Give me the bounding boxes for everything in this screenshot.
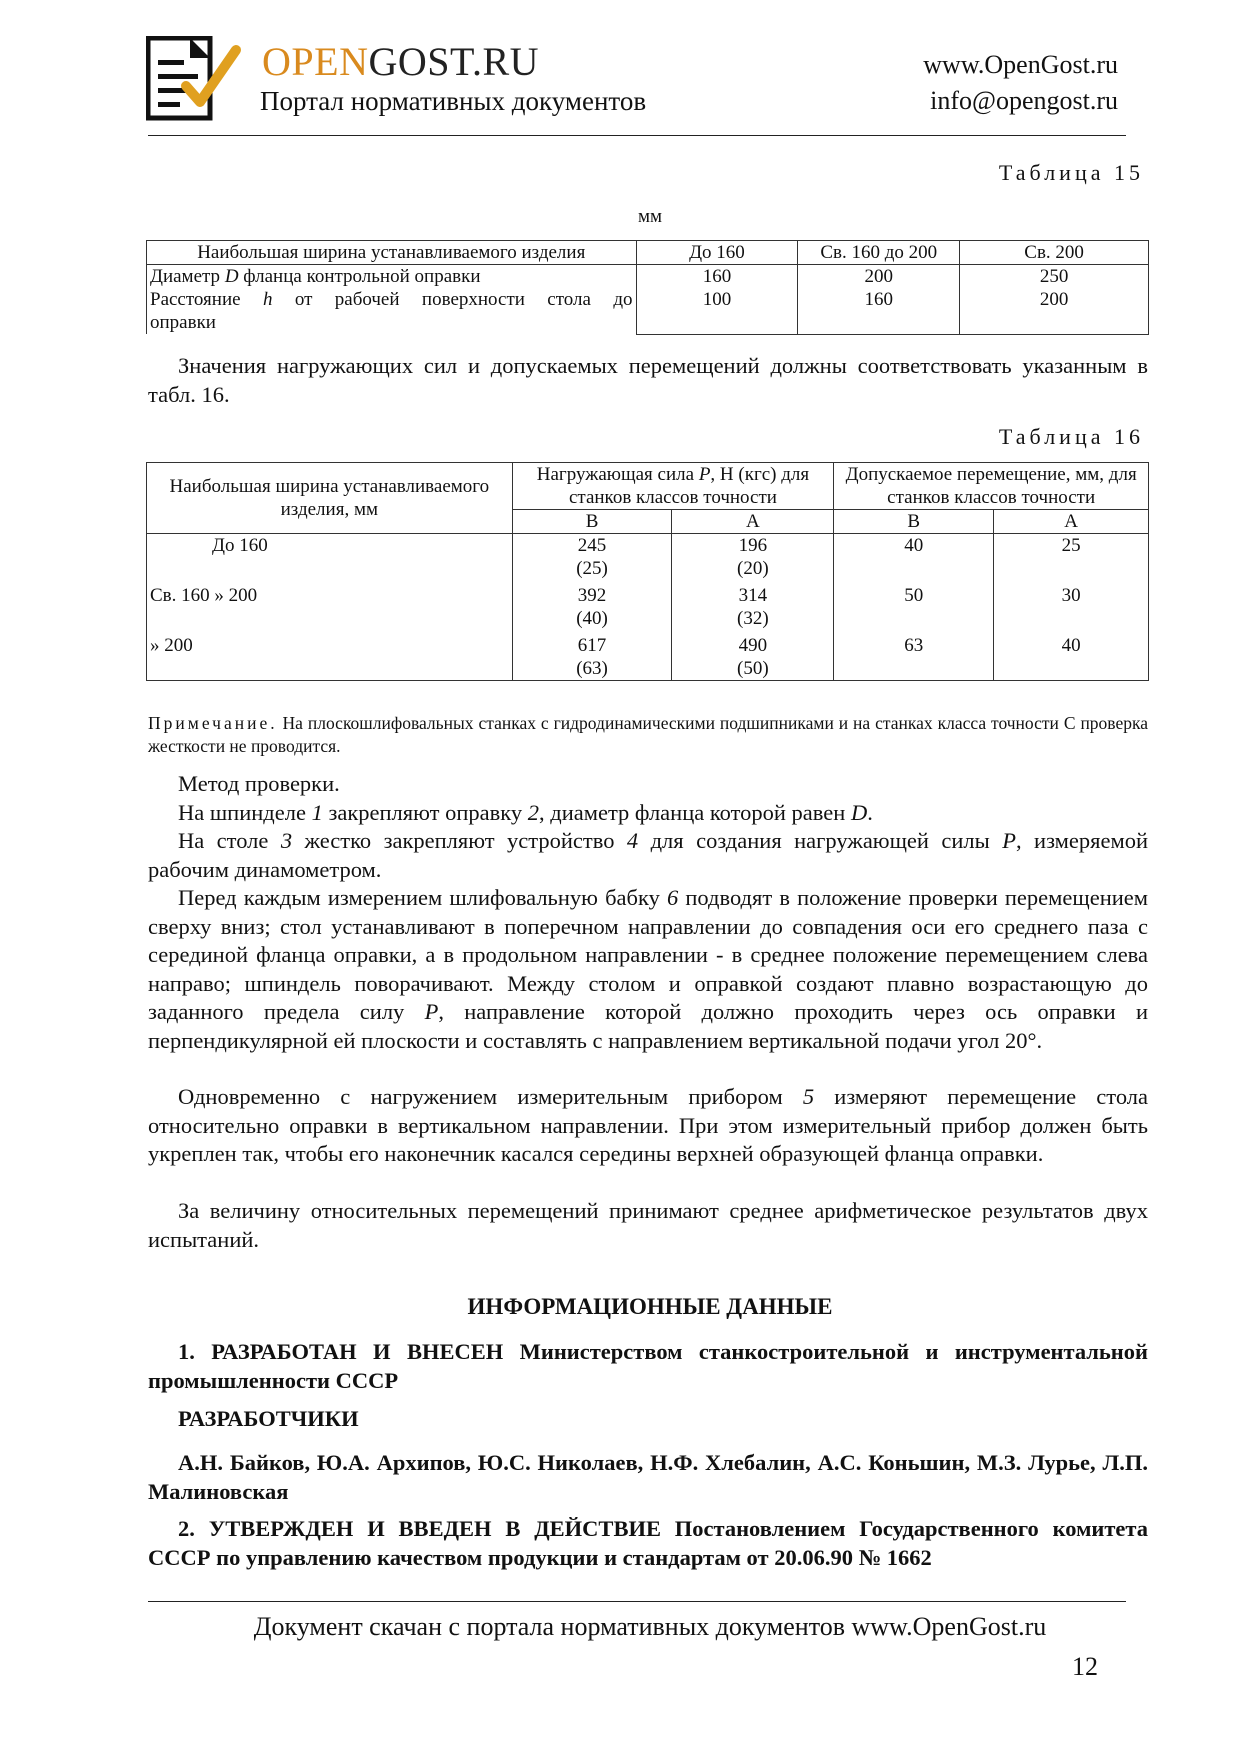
footer-divider [148,1601,1126,1602]
table-cell: До 160 [147,534,513,581]
table-header-cell: Наибольшая ширина устанавливаемого изделия, мм [147,463,513,534]
method-heading: Метод проверки. [178,771,340,796]
email-link[interactable]: info@opengost.ru [930,86,1118,115]
table-header-cell: До 160 [636,241,798,265]
info-item-1: 1. РАЗРАБОТАН И ВНЕСЕН Министерством станкостроительной и инструментальной промышленности СССР [148,1339,1148,1393]
table-cell: 490 (50) [672,630,834,681]
table-cell: 30 [994,580,1149,630]
table-cell: 40 [834,534,994,581]
method-paragraph: На шпинделе 1 закрепляют оправку 2, диаметр фланца которой равен D. [178,800,873,825]
table-16 [146,462,1149,681]
table-cell: 314 (32) [672,580,834,630]
table-cell: » 200 [147,630,513,681]
table-cell: 40 [994,630,1149,681]
table-cell: 617 (63) [512,630,672,681]
info-item-2: 2. УТВЕРЖДЕН И ВВЕДЕН В ДЕЙСТВИЕ Постановлением Государственного комитета СССР по управлению качеством продукции и стандартам от 20.06.90 № 1662 [148,1516,1148,1570]
table15-caption: Таблица 15 [998,160,1144,185]
table-row [147,241,1149,265]
table-header-cell: Св. 200 [960,241,1149,265]
table-header-cell: Наибольшая ширина устанавливаемого изделия [147,241,637,265]
table-cell: 63 [834,630,994,681]
brand-name: OPENGOST.RU [262,39,540,84]
table-cell: Св. 160 » 200 [147,580,513,630]
method-paragraph: За величину относительных перемещений принимают среднее арифметическое результатов двух испытаний. [148,1198,1148,1252]
table-cell: 25 [994,534,1149,581]
row-label-continued: оправки [150,312,216,333]
developers-heading: РАЗРАБОТЧИКИ [178,1406,359,1431]
table-header-cell: Св. 160 до 200 [798,241,960,265]
info-heading: ИНФОРМАЦИОННЫЕ ДАННЫЕ [467,1294,833,1319]
table-cell: 50 [834,580,994,630]
table-row [147,630,1149,681]
table-header-cell: В [834,510,994,534]
values-paragraph: Значения нагружающих сил и допускаемых перемещений должны соответствовать указанным в табл. 16. [148,353,1148,407]
developers-list: А.Н. Байков, Ю.А. Архипов, Ю.С. Николаев, Н.Ф. Хлебалин, А.С. Коньшин, М.З. Лурье, Л.П. Малиновская [148,1450,1148,1504]
row-label: Диаметр D фланца контрольной оправки [150,266,481,287]
table-row [147,534,1149,581]
method-paragraph: На столе 3 жестко закрепляют устройство 4 для создания нагружающей силы P, измеряемой рабочим динамометром. [148,828,1148,882]
table-cell: 392 (40) [512,580,672,630]
row-label: Расстояние h от рабочей поверхности стола до [150,289,633,310]
table-cell: 200 160 [798,265,960,335]
table-cell [147,265,637,335]
table-cell: 196 (20) [672,534,834,581]
table15-unit: мм [637,206,663,227]
table-15 [146,240,1149,335]
table-row [147,463,1149,510]
table-cell: 245 (25) [512,534,672,581]
table-header-cell: А [994,510,1149,534]
table-cell: 250 200 [960,265,1149,335]
portal-subtitle: Портал нормативных документов [260,86,647,116]
table16-caption: Таблица 16 [998,424,1144,449]
document-check-logo-icon [146,36,250,122]
table-header-cell: Нагружающая сила P, Н (кгс) для станков классов точности [512,463,834,510]
table-cell: 160 100 [636,265,798,335]
table-note: Примечание. На плоскошлифовальных станках с гидродинамическими подшипниками и на станках класса точности С проверка жесткости не проводится. [148,713,1148,756]
footer-text: Документ скачан с портала нормативных документов www.OpenGost.ru [253,1612,1047,1641]
page-number: 12 [1072,1652,1098,1681]
header-divider [148,135,1126,136]
table-header-cell: Допускаемое перемещение, мм, для станков классов точности [834,463,1149,510]
method-paragraph: Перед каждым измерением шлифовальную бабку 6 подводят в положение проверки перемещением сверху вниз; стол устанавливают в поперечном направлении до совпадения оси его среднего паза с серединой фланца оправки, а в продольном направлении - в среднее положение перемещением слева направо; шпиндель поворачивают. Между столом и оправкой создают плавно возрастающую до заданного предела силу P, направление которой должно проходить через ось оправки и перпендикулярной ей плоскости и составлять с направлением вертикальной подачи угол 20°. [148,885,1148,1053]
table-row [147,580,1149,630]
table-header-cell: В [512,510,672,534]
method-paragraph: Одновременно с нагружением измерительным прибором 5 измеряют перемещение стола относительно оправки в вертикальном направлении. При этом измерительный прибор должен быть укреплен так, чтобы его наконечник касался середины верхней образующей фланца оправки. [148,1084,1148,1166]
table-row [147,265,1149,335]
site-link[interactable]: www.OpenGost.ru [923,50,1118,79]
table-header-cell: А [672,510,834,534]
